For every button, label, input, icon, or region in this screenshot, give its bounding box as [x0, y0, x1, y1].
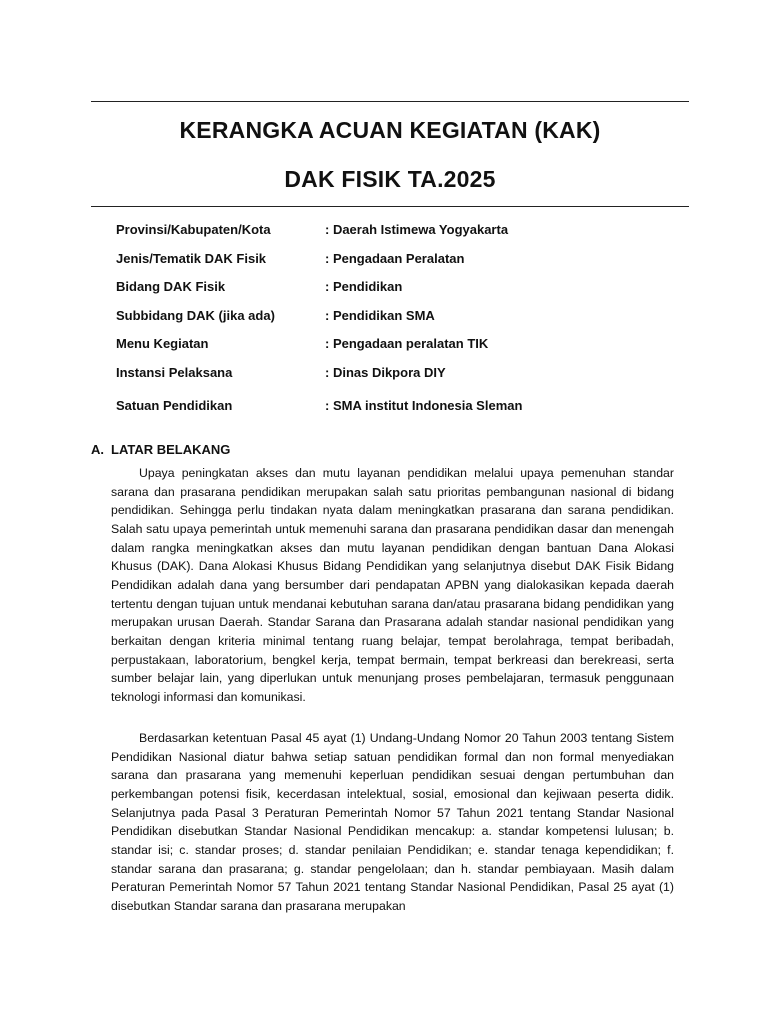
info-table [116, 218, 676, 423]
section-heading [91, 442, 230, 457]
info-label: Jenis/Tematik DAK Fisik [116, 250, 267, 266]
section-letter: A. [91, 442, 104, 457]
info-row-menu [116, 332, 676, 361]
info-row-instansi [116, 361, 676, 394]
info-value: : Dinas Dikpora DIY [325, 364, 446, 380]
top-divider [91, 101, 689, 102]
body-paragraph: Berdasarkan ketentuan Pasal 45 ayat (1) Undang-Undang Nomor 20 Tahun 2003 tentang Sistem Pendidikan Nasional diatur bahwa setiap satuan pendidikan formal dan non formal menyediakan sarana dan prasarana yang memenuhi keperluan pendidikan sesuai dengan pertumbuhan dan perkembangan potensi fisik, kecerdasan intelektual, sosial, emosional dan kejiwaan peserta didik. Selanjutnya pada Pasal 3 Peraturan Pemerintah Nomor 57 Tahun 2021 tentang Standar Nasional Pendidikan disebutkan Standar Nasional Pendidikan mencakup: a. standar kompetensi lulusan; b. standar isi; c. standar proses; d. standar penilaian Pendidikan; e. standar tenaga kependidikan; f. standar sarana dan prasarana; g. standar pengelolaan; dan h. standar pembiayaan. Masih dalam Peraturan Pemerintah Nomor 57 Tahun 2021 tentang Standar Nasional Pendidikan, Pasal 25 ayat (1) disebutkan Standar sarana dan prasarana merupakan [111, 731, 674, 913]
info-value: : Pendidikan SMA [325, 307, 435, 323]
body-paragraph: Upaya peningkatan akses dan mutu layanan pendidikan melalui upaya pemenuhan standar sarana dan prasarana pendidikan merupakan salah satu prioritas pembangunan nasional di bidang pendidikan. Sehingga perlu tindakan nyata dalam meningkatkan prasarana dan sarana pendidikan. Salah satu upaya pemerintah untuk memenuhi sarana dan prasarana pendidikan dasar dan menengah dalam rangka meningkatkan akses dan mutu layanan pendidikan dengan bantuan Dana Alokasi Khusus (DAK). Dana Alokasi Khusus Bidang Pendidikan yang selanjutnya disebut DAK Fisik Bidang Pendidikan adalah dana yang bersumber dari pendapatan APBN yang dialokasikan kepada daerah tertentu dengan tujuan untuk mendanai kebutuhan sarana dan/atau prasarana bidang pendidikan yang merupakan urusan Daerah. Standar Sarana dan Prasarana adalah standar nasional pendidikan yang berkaitan dengan kriteria minimal tentang ruang belajar, tempat berolahraga, tempat beribadah, perpustakaan, laboratorium, bengkel kerja, tempat bermain, tempat berkreasi dan berekreasi, serta sumber belajar lain, yang diperlukan untuk menunjang proses pembelajaran, termasuk penggunaan teknologi informasi dan komunikasi. [111, 466, 674, 704]
info-label: Satuan Pendidikan [116, 397, 233, 413]
info-row-satuan [116, 394, 676, 423]
info-label: Provinsi/Kabupaten/Kota [116, 222, 271, 237]
info-label: Menu Kegiatan [116, 336, 209, 352]
info-value: : Daerah Istimewa Yogyakarta [325, 222, 509, 237]
info-row-subbidang [116, 304, 676, 333]
info-value: : Pengadaan Peralatan [325, 250, 465, 266]
document-subtitle: DAK FISIK TA.2025 [284, 166, 496, 192]
info-row-provinsi [116, 218, 676, 247]
info-row-bidang [116, 275, 676, 304]
info-label: Instansi Pelaksana [116, 364, 233, 380]
document-title: KERANGKA ACUAN KEGIATAN (KAK) [179, 117, 601, 143]
info-value: : SMA institut Indonesia Sleman [325, 397, 523, 413]
info-value: : Pengadaan peralatan TIK [325, 336, 489, 352]
info-row-jenis [116, 247, 676, 276]
section-title: LATAR BELAKANG [111, 442, 231, 457]
info-label: Bidang DAK Fisik [116, 279, 226, 295]
title-divider [91, 206, 689, 207]
info-label: Subbidang DAK (jika ada) [116, 307, 275, 323]
info-value: : Pendidikan [325, 279, 403, 295]
